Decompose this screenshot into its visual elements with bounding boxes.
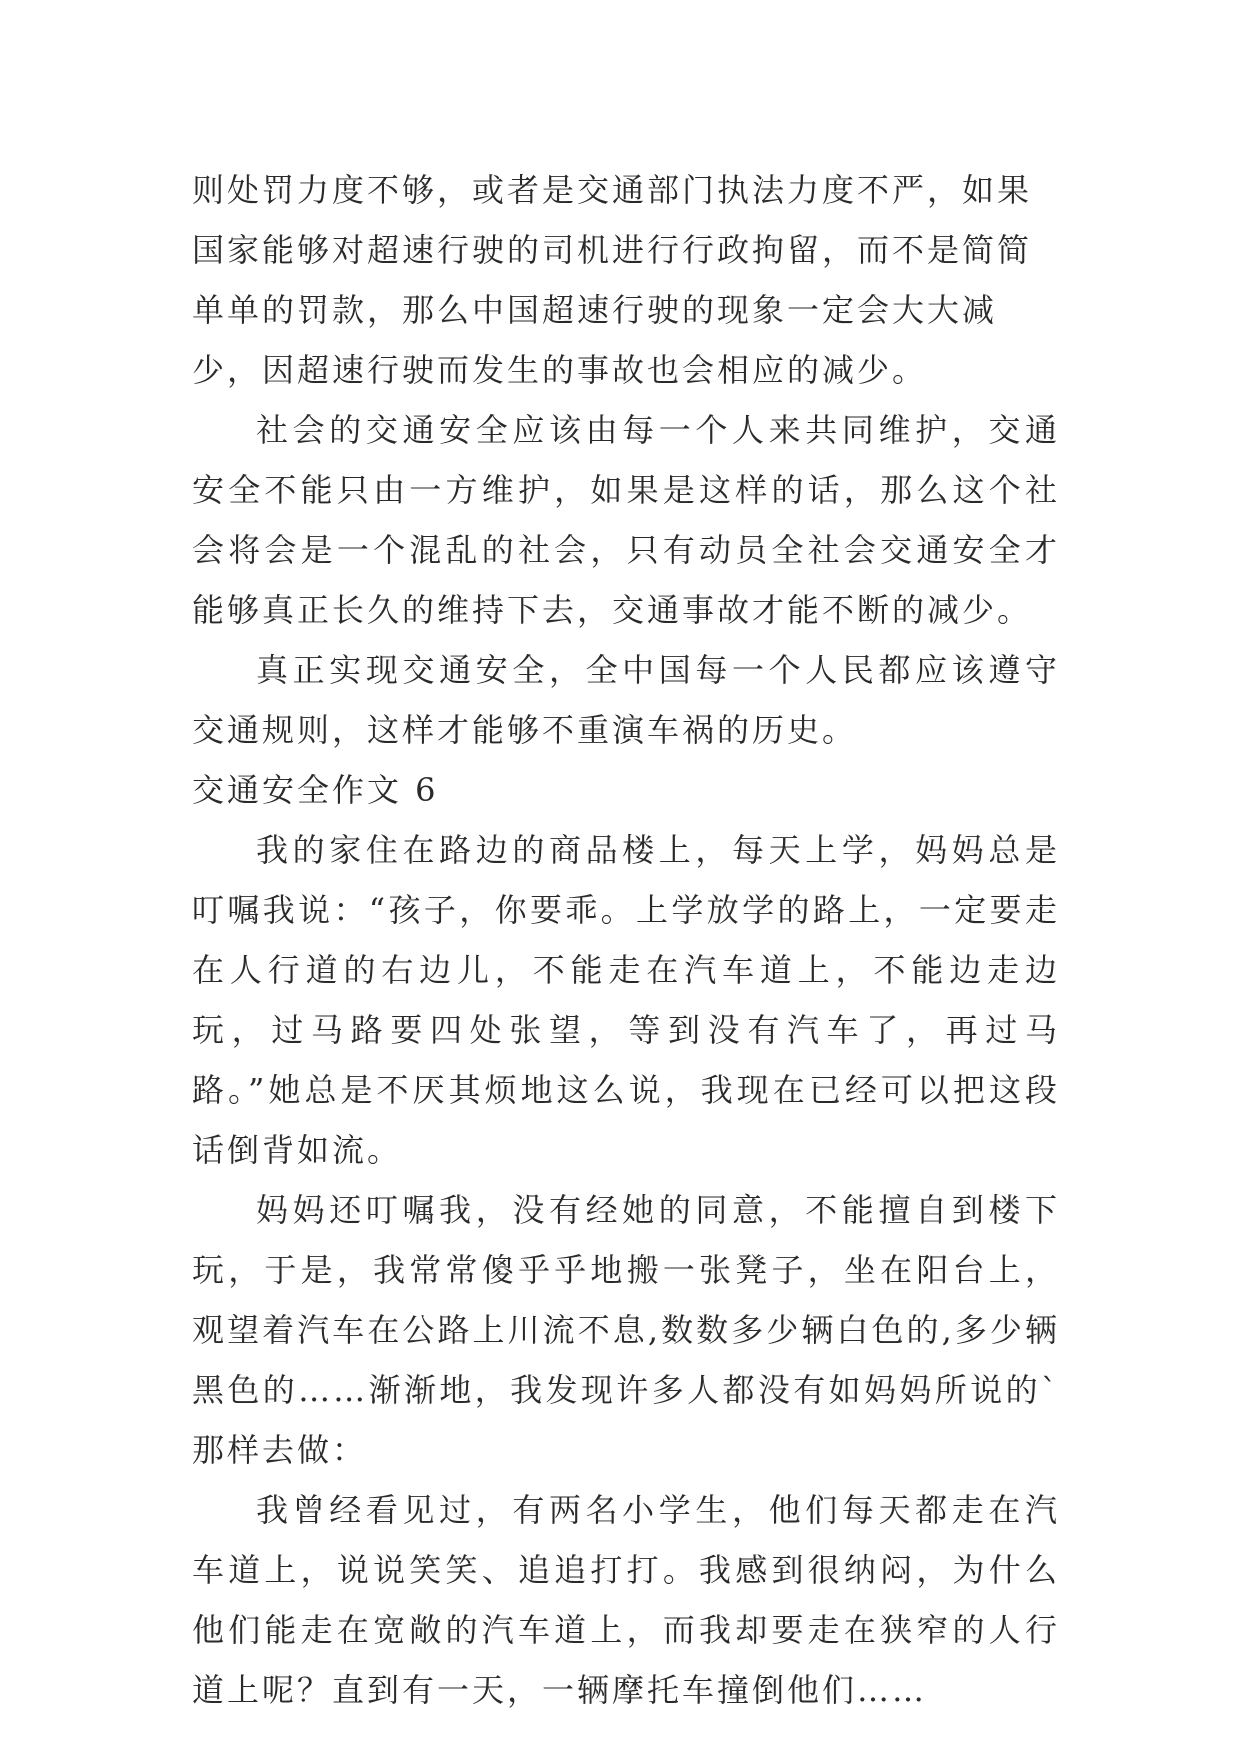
section-heading: 交通安全作文 6: [192, 771, 439, 809]
document-body: [192, 160, 1060, 1720]
paragraph: 真正实现交通安全，全中国每一个人民都应该遵守交通规则，这样才能够不重演车祸的历史。: [192, 651, 1060, 749]
paragraph: 我曾经看见过，有两名小学生，他们每天都走在汽车道上，说说笑笑、追追打打。我感到很纳闷，为什么他们能走在宽敞的汽车道上，而我却要走在狭窄的人行道上呢？直到有一天，一辆摩托车撞倒他们……: [192, 1491, 1060, 1709]
paragraph: 社会的交通安全应该由每一个人来共同维护，交通安全不能只由一方维护，如果是这样的话，那么这个社会将会是一个混乱的社会，只有动员全社会交通安全才能够真正长久的维持下去，交通事故才能不断的减少。: [192, 411, 1060, 629]
paragraph-continued: 则处罚力度不够，或者是交通部门执法力度不严，如果国家能够对超速行驶的司机进行行政拘留，而不是简简单单的罚款，那么中国超速行驶的现象一定会大大减少，因超速行驶而发生的事故也会相应的减少。: [192, 171, 1033, 389]
paragraph: 妈妈还叮嘱我，没有经她的同意，不能擅自到楼下玩，于是，我常常傻乎乎地搬一张凳子，坐在阳台上，观望着汽车在公路上川流不息,数数多少辆白色的,多少辆黑色的……渐渐地，我发现许多人都没有如妈妈所说的`那样去做：: [192, 1191, 1060, 1469]
paragraph: 我的家住在路边的商品楼上，每天上学，妈妈总是叮嘱我说：“孩子，你要乖。上学放学的路上，一定要走在人行道的右边儿，不能走在汽车道上，不能边走边玩，过马路要四处张望，等到没有汽车了，再过马路。”她总是不厌其烦地这么说，我现在已经可以把这段话倒背如流。: [192, 831, 1060, 1169]
